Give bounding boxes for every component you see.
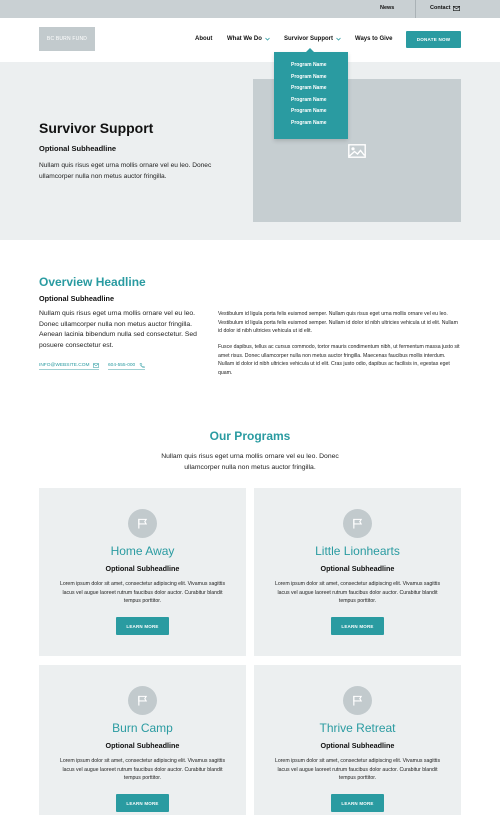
donate-button[interactable]: DONATE NOW (406, 31, 461, 48)
phone-icon (139, 363, 145, 368)
learn-more-button[interactable]: LEARN MORE (331, 794, 384, 812)
program-subheadline: Optional Subheadline (320, 741, 395, 750)
image-placeholder-icon (348, 144, 366, 158)
dropdown-item[interactable]: Program Name (291, 62, 327, 68)
program-subheadline: Optional Subheadline (320, 564, 395, 573)
chevron-down-icon (336, 37, 341, 41)
flag-icon (137, 695, 148, 706)
program-icon-circle (128, 686, 157, 715)
hero-section (0, 62, 500, 240)
email-label: INFO@WEBSITE.COM (39, 363, 90, 368)
nav-about-label: About (195, 36, 213, 42)
program-body: Lorem ipsum dolor sit amet, consectetur adipiscing elit. Vivamus sagittis lacus vel augue laoreet rutrum faucibus dolor auctor. Curabitur blandit tempus porttitor. (59, 758, 226, 781)
contact-link[interactable] (430, 5, 460, 11)
dropdown-item[interactable]: Program Name (291, 97, 327, 103)
program-card (254, 488, 461, 656)
program-subheadline: Optional Subheadline (105, 741, 180, 750)
utility-divider (415, 0, 416, 18)
hero-body: Nullam quis risus eget urna mollis ornare vel eu leo. Donec ullamcorper nulla non metus auctor fringilla. (39, 162, 212, 180)
email-link[interactable] (39, 363, 99, 370)
phone-label: 604-555-000 (108, 363, 136, 368)
nav-what-we-do[interactable] (227, 36, 270, 42)
program-icon-circle (343, 686, 372, 715)
dropdown-item[interactable]: Program Name (291, 85, 327, 91)
nav-about[interactable] (195, 36, 212, 42)
contact-label: Contact (430, 5, 451, 11)
dropdown-item[interactable]: Program Name (291, 120, 327, 126)
program-title: Home Away (110, 544, 175, 558)
flag-icon (352, 695, 363, 706)
nav-ways-to-give-label: Ways to Give (355, 36, 393, 42)
program-card (39, 488, 246, 656)
program-title: Burn Camp (112, 721, 173, 735)
dropdown-item[interactable]: Program Name (291, 74, 327, 80)
programs-headline: Our Programs (209, 429, 291, 443)
program-title: Little Lionhearts (315, 544, 400, 558)
program-subheadline: Optional Subheadline (105, 564, 180, 573)
overview-headline: Overview Headline (39, 275, 146, 289)
nav-survivor-support[interactable] (284, 36, 341, 42)
programs-intro: Nullam quis risus eget urna mollis ornare vel eu leo. Donec ullamcorper nulla non metus auctor fringilla. (161, 453, 339, 471)
program-card (254, 665, 461, 815)
program-icon-circle (343, 509, 372, 538)
program-body: Lorem ipsum dolor sit amet, consectetur adipiscing elit. Vivamus sagittis lacus vel augue laoreet rutrum faucibus dolor auctor. Curabitur blandit tempus porttitor. (274, 758, 441, 781)
site-header (0, 18, 500, 62)
dropdown-item[interactable]: Program Name (291, 108, 327, 114)
program-card (39, 665, 246, 815)
program-icon-circle (128, 509, 157, 538)
site-logo[interactable]: BC BURN FUND (39, 27, 95, 51)
program-body: Lorem ipsum dolor sit amet, consectetur adipiscing elit. Vivamus sagittis lacus vel augue laoreet rutrum faucibus dolor auctor. Curabitur blandit tempus porttitor. (59, 581, 226, 604)
learn-more-button[interactable]: LEARN MORE (116, 617, 169, 635)
survivor-support-dropdown (274, 52, 348, 139)
overview-paragraph: Fusce dapibus, tellus ac cursus commodo, tortor mauris condimentum nibh, ut fermentum massa justo sit amet risus. Donec ullamcorper nulla non metus auctor fringilla. Maecenas faucibus mollis interdum. Nullam id dolor id nibh ultricies vehicula ut id elit. Cras justo odio, dapibus ac facilisis in, egestas eget quam. (218, 344, 460, 376)
chevron-down-icon (265, 37, 270, 41)
mail-icon (453, 6, 460, 11)
overview-body: Nullam quis risus eget urna mollis ornare vel eu leo. Donec ullamcorper nulla non metus auctor fringilla. Aenean lacinia bibendum nulla sed consectetur. Sed posuere consectetur est. (39, 310, 197, 349)
nav-ways-to-give[interactable] (355, 36, 392, 42)
phone-link[interactable] (108, 363, 145, 370)
flag-icon (137, 518, 148, 529)
program-body: Lorem ipsum dolor sit amet, consectetur adipiscing elit. Vivamus sagittis lacus vel augue laoreet rutrum faucibus dolor auctor. Curabitur blandit tempus porttitor. (274, 581, 441, 604)
learn-more-button[interactable]: LEARN MORE (116, 794, 169, 812)
flag-icon (352, 518, 363, 529)
overview-subheadline: Optional Subheadline (39, 294, 114, 303)
overview-paragraph: Vestibulum id ligula porta felis euismod semper. Nullam quis risus eget urna mollis ornare vel eu leo. Vestibulum id ligula porta felis euismod semper. Nullam id dolor id nibh ultricies vehicula ut id elit. Nullam id dolor id nibh ultricies vehicula ut id elit. (218, 311, 458, 335)
nav-survivor-support-label: Survivor Support (284, 36, 334, 42)
nav-what-we-do-label: What We Do (227, 36, 262, 42)
hero-subheadline: Optional Subheadline (39, 144, 117, 153)
news-link[interactable]: News (380, 5, 395, 11)
program-title: Thrive Retreat (319, 721, 396, 735)
learn-more-button[interactable]: LEARN MORE (331, 617, 384, 635)
page-title: Survivor Support (39, 120, 154, 136)
mail-icon (93, 363, 99, 368)
utility-bar (0, 0, 500, 18)
